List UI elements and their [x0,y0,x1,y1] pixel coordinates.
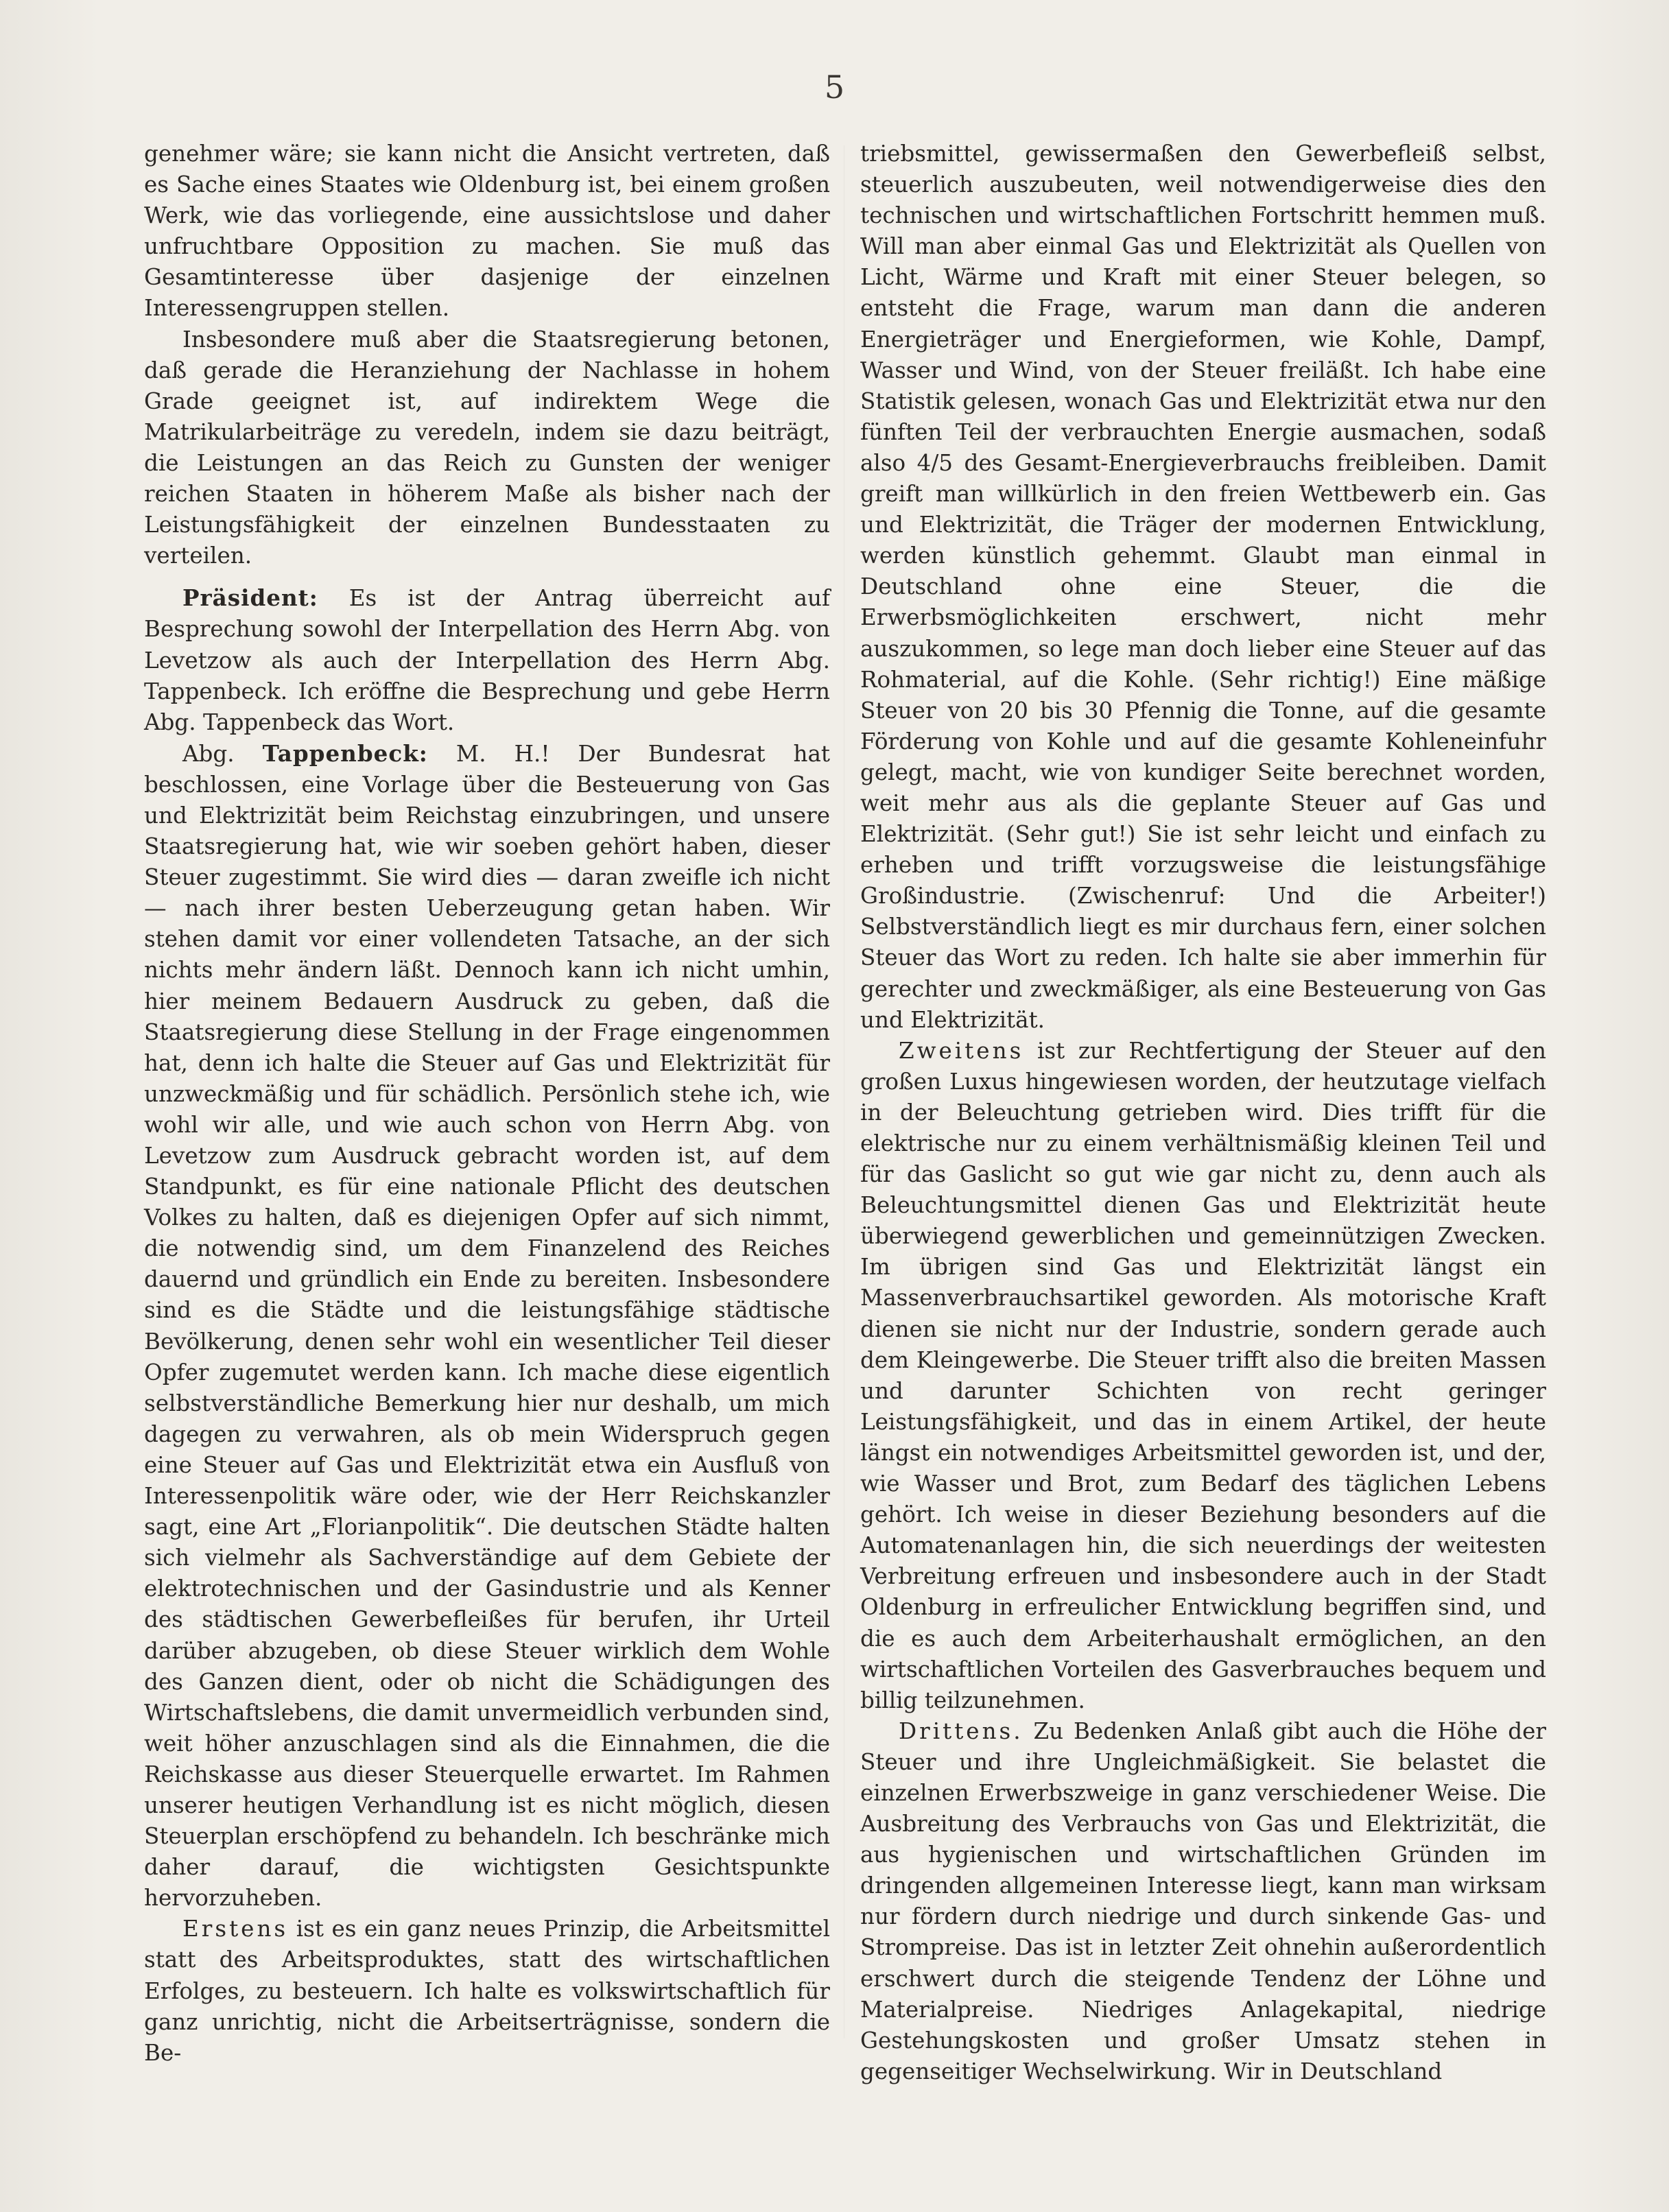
right-column [860,139,1546,2087]
paragraph-text: Zu Bedenken Anlaß gibt auch die Höhe der Steuer und ihre Ungleichmäßigkeit. Sie belastet die einzelnen Erwerbszweige in ganz verschiedener Weise. Die Ausbreitung des Verbrauchs von Gas und Elektrizität, die aus hygienischen und wirtschaftlichen Gründen im dringenden allgemeinen Interesse liegt, kann man wirksam nur fördern durch niedrige und durch sinkende Gas- und Strompreise. Das ist in letzter Zeit ohnehin außerordentlich erschwert durch die steigende Tendenz der Löhne und Materialpreise. Niedriges Anlagekapital, niedrige Gestehungskosten und großer Umsatz stehen in gegenseitiger Wechselwirkung. Wir in Deutschland [860,1717,1546,2084]
point-lead: Drittens. [899,1717,1023,1744]
paragraph [860,1716,1546,2087]
speech-text: Es ist der Antrag überreicht auf Besprechung sowohl der Interpellation des Herrn Abg. von Levetzow als auch der Interpellation des Herrn Abg. Tappenbeck. Ich eröffne die Besprechung und gebe Herrn Abg. Tappenbeck das Wort. [144,585,830,735]
point-lead: Erstens [182,1916,289,1942]
paragraph: Insbesondere muß aber die Staatsregierung betonen, daß gerade die Heranziehung der Nachlasse in hohem Grade geeignet ist, auf indirektem Wege die Matrikularbeiträge zu veredeln, indem sie dazu beiträgt, die Leistungen an das Reich zu Gunsten der weniger reichen Staaten in höherem Maße als bisher nach der Leistungsfähigkeit der einzelnen Bundesstaaten zu verteilen. [144,326,830,569]
paragraph-text: ist zur Rechtfertigung der Steuer auf den großen Luxus hingewiesen worden, der heutzutage vielfach in der Beleuchtung getrieben wird. Dies trifft für die elektrische nur zu einem verhältnismäßig kleinen Teil und für das Gaslicht so gut wie gar nicht zu, denn auch als Beleuchtungsmittel dienen Gas und Elektrizität heute überwiegend gewerblichen und gemeinnützigen Zwecken. Im übrigen sind Gas und Elektrizität längst ein Massenverbrauchsartikel geworden. Als motorische Kraft dienen sie nicht nur der Industrie, sondern gerade auch dem Kleingewerbe. Die Steuer trifft also die breiten Massen und darunter Schichten von recht geringer Leistungsfähigkeit, und das in einem Artikel, der heute längst ein notwendiges Arbeitsmittel geworden ist, und der, wie Wasser und Brot, zum Bedarf des täglichen Lebens gehört. Ich weise in dieser Beziehung besonders auf die Automatenanlagen hin, die sich neuerdings der weitesten Verbreitung erfreuen und insbesondere auch in der Stadt Oldenburg in erfreulicher Entwicklung begriffen sind, und die es auch dem Arbeiterhaushalt ermöglichen, an den wirtschaftlichen Vorteilen des Gasverbrauches bequem und billig teilzunehmen. [860,1037,1546,1713]
paragraph [144,582,830,737]
left-column [144,139,830,2069]
paragraph: triebsmittel, gewissermaßen den Gewerbefleiß selbst, steuerlich auszubeuten, weil notwendigerweise dies den technischen und wirtschaftlichen Fortschritt hemmen muß. Will man aber einmal Gas und Elektrizität als Quellen von Licht, Wärme und Kraft mit einer Steuer belegen, so entsteht die Frage, warum man dann die anderen Energieträger und Energieformen, wie Kohle, Dampf, Wasser und Wind, von der Steuer freiläßt. Ich habe eine Statistik gelesen, wonach Gas und Elektrizität etwa nur den fünften Teil der verbrauchten Energie ausmachen, sodaß also 4/5 des Gesamt-Energieverbrauchs freibleiben. Damit greift man willkürlich in den freien Wettbewerb ein. Gas und Elektrizität, die Träger der modernen Entwicklung, werden künstlich gehemmt. Glaubt man einmal in Deutschland ohne eine Steuer, die die Erwerbsmöglichkeiten erschwert, nicht mehr auszukommen, so lege man doch lieber eine Steuer auf das Rohmaterial, auf die Kohle. (Sehr richtig!) Eine mäßige Steuer von 20 bis 30 Pfennig die Tonne, auf die gesamte Förderung von Kohle und auf die gesamte Kohleneinfuhr gelegt, macht, wie von kundiger Seite berechnet worden, weit mehr aus als die geplante Steuer auf Gas und Elektrizität. (Sehr gut!) Sie ist sehr leicht und einfach zu erheben und trifft vorzugsweise die leistungsfähige Großindustrie. (Zwischenruf: Und die Arbeiter!) Selbstverständlich liegt es mir durchaus fern, einer solchen Steuer das Wort zu reden. Ich halte sie aber immerhin für gerechter und zweckmäßiger, als eine Besteuerung von Gas und Elektrizität. [860,141,1546,1033]
paragraph [860,1036,1546,1716]
paragraph: genehmer wäre; sie kann nicht die Ansicht vertreten, daß es Sache eines Staates wie Oldenburg ist, bei einem großen Werk, wie das vorliegende, eine aussichtslose und daher unfruchtbare Opposition zu machen. Sie muß das Gesamtinteresse über dasjenige der einzelnen Interessengruppen stellen. [144,141,830,322]
paragraph [144,738,830,1914]
speaker-name: Tappenbeck: [262,739,428,767]
speech-text: M. H.! Der Bundesrat hat beschlossen, eine Vorlage über die Besteuerung von Gas und Elektrizität beim Reichstag einzubringen, und unsere Staatsregierung hat, wie wir soeben gehört haben, dieser Steuer zugestimmt. Sie wird dies — daran zweifle ich nicht — nach ihrer besten Ueberzeugung getan haben. Wir stehen damit vor einer vollendeten Tatsache, an der sich nichts mehr ändern läßt. Dennoch kann ich nicht umhin, hier meinem Bedauern Ausdruck zu geben, daß die Staatsregierung diese Stellung in der Frage eingenommen hat, denn ich halte die Steuer auf Gas und Elektrizität für unzweckmäßig und für schädlich. Persönlich stehe ich, wie wohl wir alle, und wie auch schon von Herrn Abg. von Levetzow zum Ausdruck gebracht worden ist, auf dem Standpunkt, es für eine nationale Pflicht des deutschen Volkes zu halten, daß es diejenigen Opfer auf sich nimmt, die notwendig sind, um dem Finanzelend des Reiches dauernd und gründlich ein Ende zu bereiten. Insbesondere sind es die Städte und die leistungsfähige städtische Bevölkerung, denen sehr wohl ein wesentlicher Teil dieser Opfer zugemutet werden kann. Ich mache diese eigentlich selbstverständliche Bemerkung hier nur deshalb, um mich dagegen zu verwahren, als ob mein Widerspruch gegen eine Steuer auf Gas und Elektrizität etwa ein Ausfluß von Interessenpolitik wäre oder, wie der Herr Reichskanzler sagt, eine Art „Florianpolitik“. Die deutschen Städte halten sich vielmehr als Sachverständige auf dem Gebiete der elektrotechnischen und der Gasindustrie und als Kenner des städtischen Gewerbefleißes für berufen, ihr Urteil darüber abzugeben, ob diese Steuer wirklich dem Wohle des Ganzen dient, oder ob nicht die Schädigungen des Wirtschaftslebens, die damit unvermeidlich verbunden sind, weit höher anzuschlagen sind als die Einnahmen, die die Reichskasse aus dieser Steuerquelle erwartet. Im Rahmen unserer heutigen Verhandlung ist es nicht möglich, diesen Steuerplan erschöpfend zu behandeln. Ich beschränke mich daher darauf, die wichtigsten Gesichtspunkte hervorzuheben. [144,740,830,1912]
page-number: 5 [824,69,845,106]
paragraph-text: ist es ein ganz neues Prinzip, die Arbeitsmittel statt des Arbeitsproduktes, statt des wirtschaftlichen Erfolges, zu besteuern. Ich halte es volkswirtschaftlich für ganz unrichtig, nicht die Arbeitserträgnisse, sondern die Be- [144,1916,830,2066]
paragraph [144,1914,830,2068]
speaker-name: Präsident: [182,584,318,612]
point-lead: Zweitens [899,1037,1024,1064]
speaker-prefix: Abg. [182,740,263,767]
